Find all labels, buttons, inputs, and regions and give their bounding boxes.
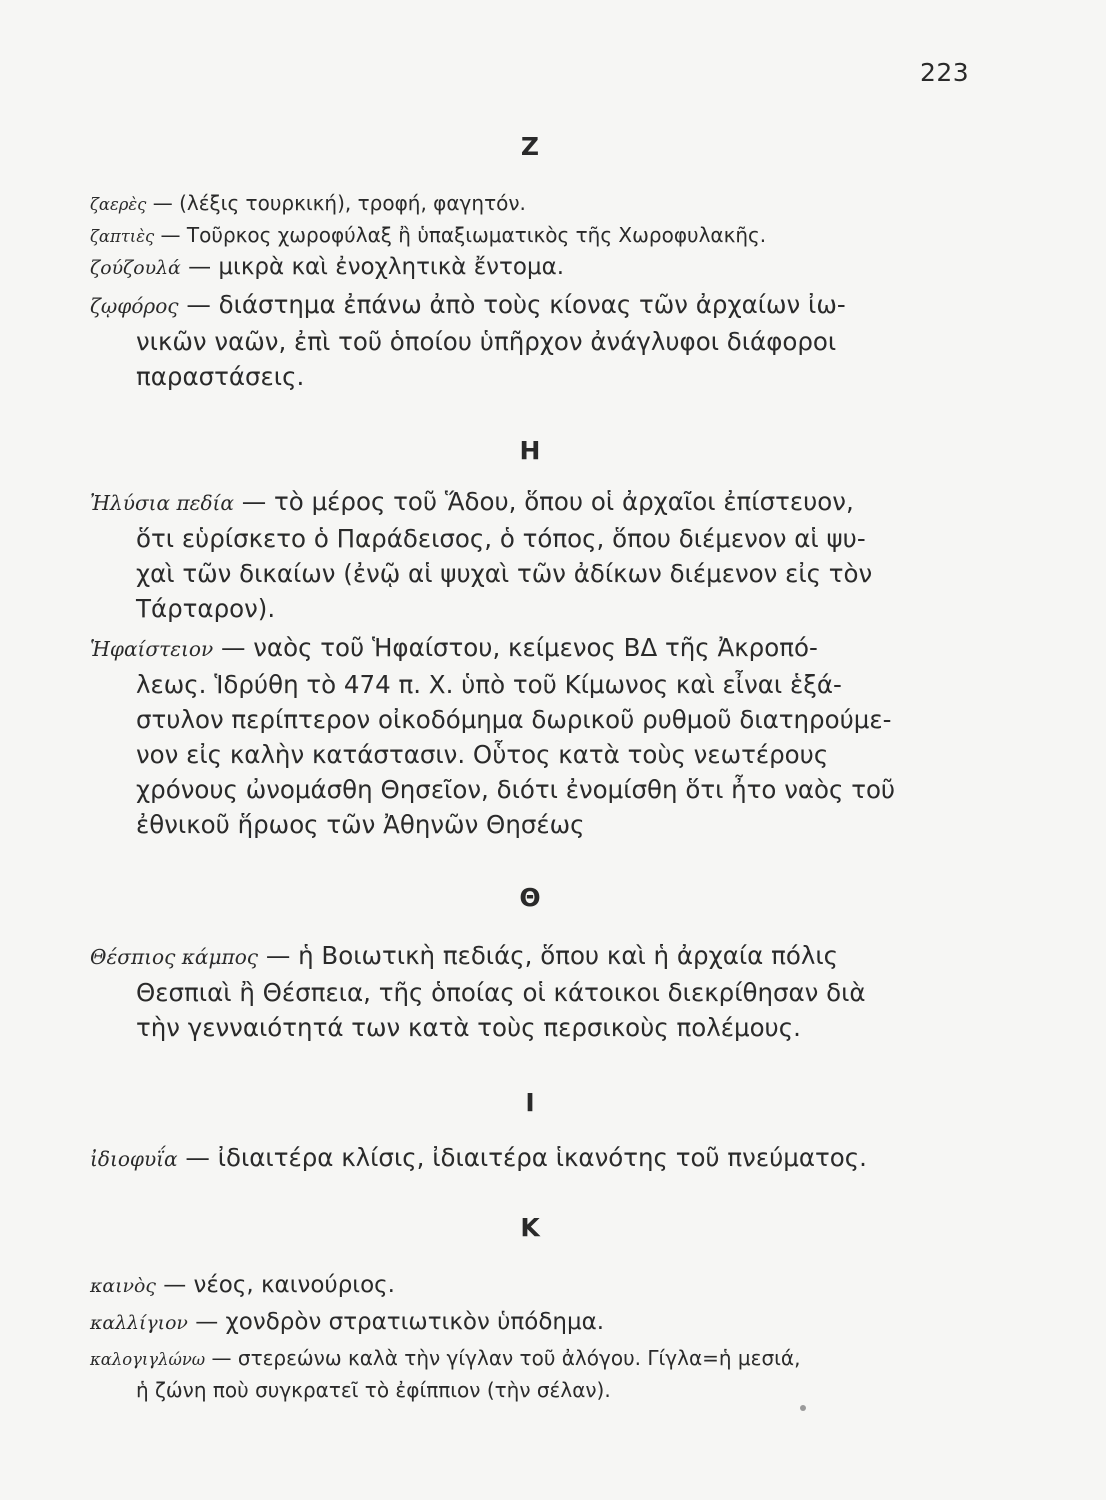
definition-line: ἐθνικοῦ ἥρωος τῶν Ἀθηνῶν Θησέως [136,810,585,839]
entry-zoforos [90,287,985,394]
entry-zaeres [90,188,985,220]
definition: — χονδρὸν στρατιωτικὸν ὑπόδημα. [187,1309,605,1335]
definition-line: λεως. Ἱδρύθη τὸ 474 π. Χ. ὑπὸ τοῦ Κίμωνος καὶ εἶναι ἑξά- [136,670,842,699]
headword: καινὸς [90,1275,156,1297]
definition-line: παραστάσεις. [136,362,305,391]
definition: — ναὸς τοῦ Ἡφαίστου, κείμενος ΒΔ τῆς Ἀκροπό- [213,633,818,662]
definition-line: Θεσπιαὶ ἢ Θέσπεια, τῆς ὁποίας οἱ κάτοικοι διεκρίθησαν διὰ [136,978,866,1007]
entry-hephaisteion [90,630,985,842]
entry-kalogiglono [90,1343,985,1405]
definition: — τὸ μέρος τοῦ Ἅδου, ὅπου οἱ ἀρχαῖοι ἐπίστευον, [233,487,854,516]
section-letter-theta: Θ [519,883,541,912]
entry-zouzoula [90,251,985,285]
entry-kalligion [90,1306,985,1340]
definition: — Τοῦρκος χωροφύλαξ ἢ ὑπαξιωματικὸς τῆς Χωροφυλακῆς. [154,223,767,247]
definition-line: χρόνους ὠνομάσθη Θησεῖον, διότι ἐνομίσθη ὅτι ἦτο ναὸς τοῦ [136,775,896,804]
section-letter-iota: Ι [525,1088,535,1117]
section-letter-eta: Η [519,436,541,465]
entry-idiofyia [90,1140,985,1177]
headword: καλογιγλώνω [90,1350,206,1369]
definition-line: χαὶ τῶν δικαίων (ἐνῷ αἱ ψυχαὶ τῶν ἀδίκων διέμενον εἰς τὸν [136,559,873,588]
definition: — διάστημα ἐπάνω ἀπὸ τοὺς κίονας τῶν ἀρχαίων ἰω- [178,290,846,319]
ink-dot [800,1405,806,1411]
headword: ζαπτιὲς [90,227,155,246]
definition-line: ἡ ζώνη ποὺ συγκρατεῖ τὸ ἐφίππιον (τὴν σέλαν). [136,1378,611,1402]
headword: Θέσπιος κάμπος [90,945,259,969]
definition-line: νικῶν ναῶν, ἐπὶ τοῦ ὁποίου ὑπῆρχον ἀνάγλυφοι διάφοροι [136,327,837,356]
headword: καλλίγιον [90,1312,188,1334]
definition-line: στυλον περίπτερον οἰκοδόμημα δωρικοῦ ρυθμοῦ διατηρούμε- [136,705,892,734]
entry-thespios-kampos [90,938,985,1045]
definition: — στερεώνω καλὰ τὴν γίγλαν τοῦ ἀλόγου. Γίγλα=ἡ μεσιά, [205,1346,801,1370]
definition: — (λέξις τουρκική), τροφή, φαγητόν. [146,191,526,215]
section-letter-kappa: Κ [520,1213,540,1242]
entry-zapties [90,220,985,252]
headword: Ἡφαίστειον [90,637,214,661]
entry-kainos [90,1269,985,1303]
definition: — μικρὰ καὶ ἐνοχλητικὰ ἔντομα. [180,254,565,280]
page-number: 223 [920,58,970,87]
headword: ζούζουλά [90,257,181,279]
entry-elysia-pedia [90,484,985,626]
headword: ζαερὲς [90,195,147,214]
definition: — ἡ Βοιωτικὴ πεδιάς, ὅπου καὶ ἡ ἀρχαία πόλις [258,941,839,970]
definition-line: τὴν γενναιότητά των κατὰ τοὺς περσικοὺς πολέμους. [136,1013,801,1042]
definition-line: ὅτι εὑρίσκετο ὁ Παράδεισος, ὁ τόπος, ὅπου διέμενον αἱ ψυ- [136,524,866,553]
definition: — νέος, καινούριος. [155,1272,395,1298]
headword: ζῳφόρος [90,294,179,318]
definition-line: νον εἰς καλὴν κατάστασιν. Οὗτος κατὰ τοὺς νεωτέρους [136,740,829,769]
headword: Ἠλύσια πεδία [90,491,234,515]
definition: — ἰδιαιτέρα κλίσις, ἰδιαιτέρα ἱκανότης τοῦ πνεύματος. [177,1143,867,1172]
headword: ἰδιοφυΐα [90,1147,178,1171]
definition-line: Τάρταρον). [136,594,276,623]
section-letter-zeta: Ζ [520,132,540,161]
